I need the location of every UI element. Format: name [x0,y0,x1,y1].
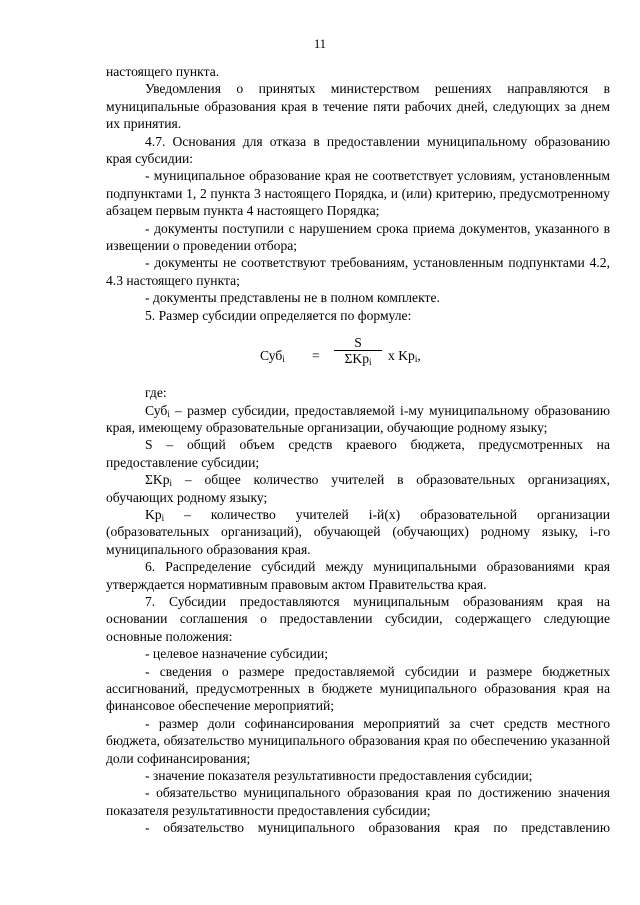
paragraph-17: - сведения о размере предоставляемой субсидии и размере бюджетных ассигнований, предусмотренных в бюджете муниципального образования края на финансовое обеспечение мероприятий; [106,663,610,714]
subsidy-formula [106,325,610,381]
paragraph-7-agreement: 7. Субсидии предоставляются муниципальным образованиям края на основании соглашения о предоставлении субсидии, содержащего следующие основные положения: [106,593,610,644]
paragraph-16: - целевое назначение субсидии; [145,646,329,662]
paragraph-1: настоящего пункта. [106,64,220,79]
formula-lhs: Суб$_i$ [260,348,285,365]
formula-equals: = [312,348,320,364]
paragraph-sumkp-definition: ΣKp$_i$ – общее количество учителей в образовательных организациях, обучающих родному языку; [106,472,610,505]
formula-fraction [332,335,384,366]
page-number: 11 [313,37,327,51]
paragraph-3: 4.7. Основания для отказа в предоставлении муниципальному образованию края субсидии: [106,133,610,167]
paragraph-7: - документы представлены не в полном комплекте. [145,290,440,306]
formula-rhs: x $Kp_i$, [388,348,421,365]
paragraph-19: - значение показателя результативности предоставления субсидии; [145,768,533,784]
document-body [106,63,610,837]
paragraph-sub-definition: Суб$_i$ – размер субсидии, предоставляемой i-му муниципальному образованию края, имеющему образовательные организации, обучающие родному языку; [106,402,610,435]
paragraph-5: - документы поступили с нарушением срока приема документов, указанного в извещении о проведении отбора; [106,220,610,254]
paragraph-6: - документы не соответствуют требованиям, установленным подпунктами 4.2, 4.3 настоящего пункта; [106,255,610,288]
formula-denominator: ΣKp$_i$ [344,351,372,368]
paragraph-6-distribution: 6. Распределение субсидий между муниципальными образованиями края утверждается нормативным правовым актом Правительства края. [106,559,610,592]
paragraph-20: - обязательство муниципального образования края по достижению значения показателя результативности предоставления субсидии; [106,785,610,818]
formula-numerator: S [354,335,362,351]
paragraph-21: - обязательство муниципального образования края по представлению [145,820,610,836]
paragraph-2: Уведомления о принятых министерством решениях направляются в муниципальные образования края в течение пяти рабочих дней, следующих за днем их принятия. [106,81,610,132]
paragraph-18: - размер доли софинансирования мероприятий за счет средств местного бюджета, обязательство муниципального образования края по обеспечению указанной доли софинансирования; [106,715,610,766]
paragraph-kp-definition: $Kp_i$ – количество учителей i-й(х) образовательной организации (образовательных организаций), обучающей (обучающих) родному языку, i-го муниципального образования края. [106,506,610,557]
paragraph-8: 5. Размер субсидии определяется по формуле: [145,307,412,323]
paragraph-where: где: [145,385,167,401]
paragraph-s-definition: S – общий объем средств краевого бюджета, предусмотренных на предоставление субсидии; [106,437,610,470]
paragraph-4: - муниципальное образование края не соответствует условиям, установленным подпунктами 1, 2 пункта 3 настоящего Порядка, и (или) критерию, предусмотренному абзацем первым пункта 4 настоящего Порядка; [106,168,610,219]
